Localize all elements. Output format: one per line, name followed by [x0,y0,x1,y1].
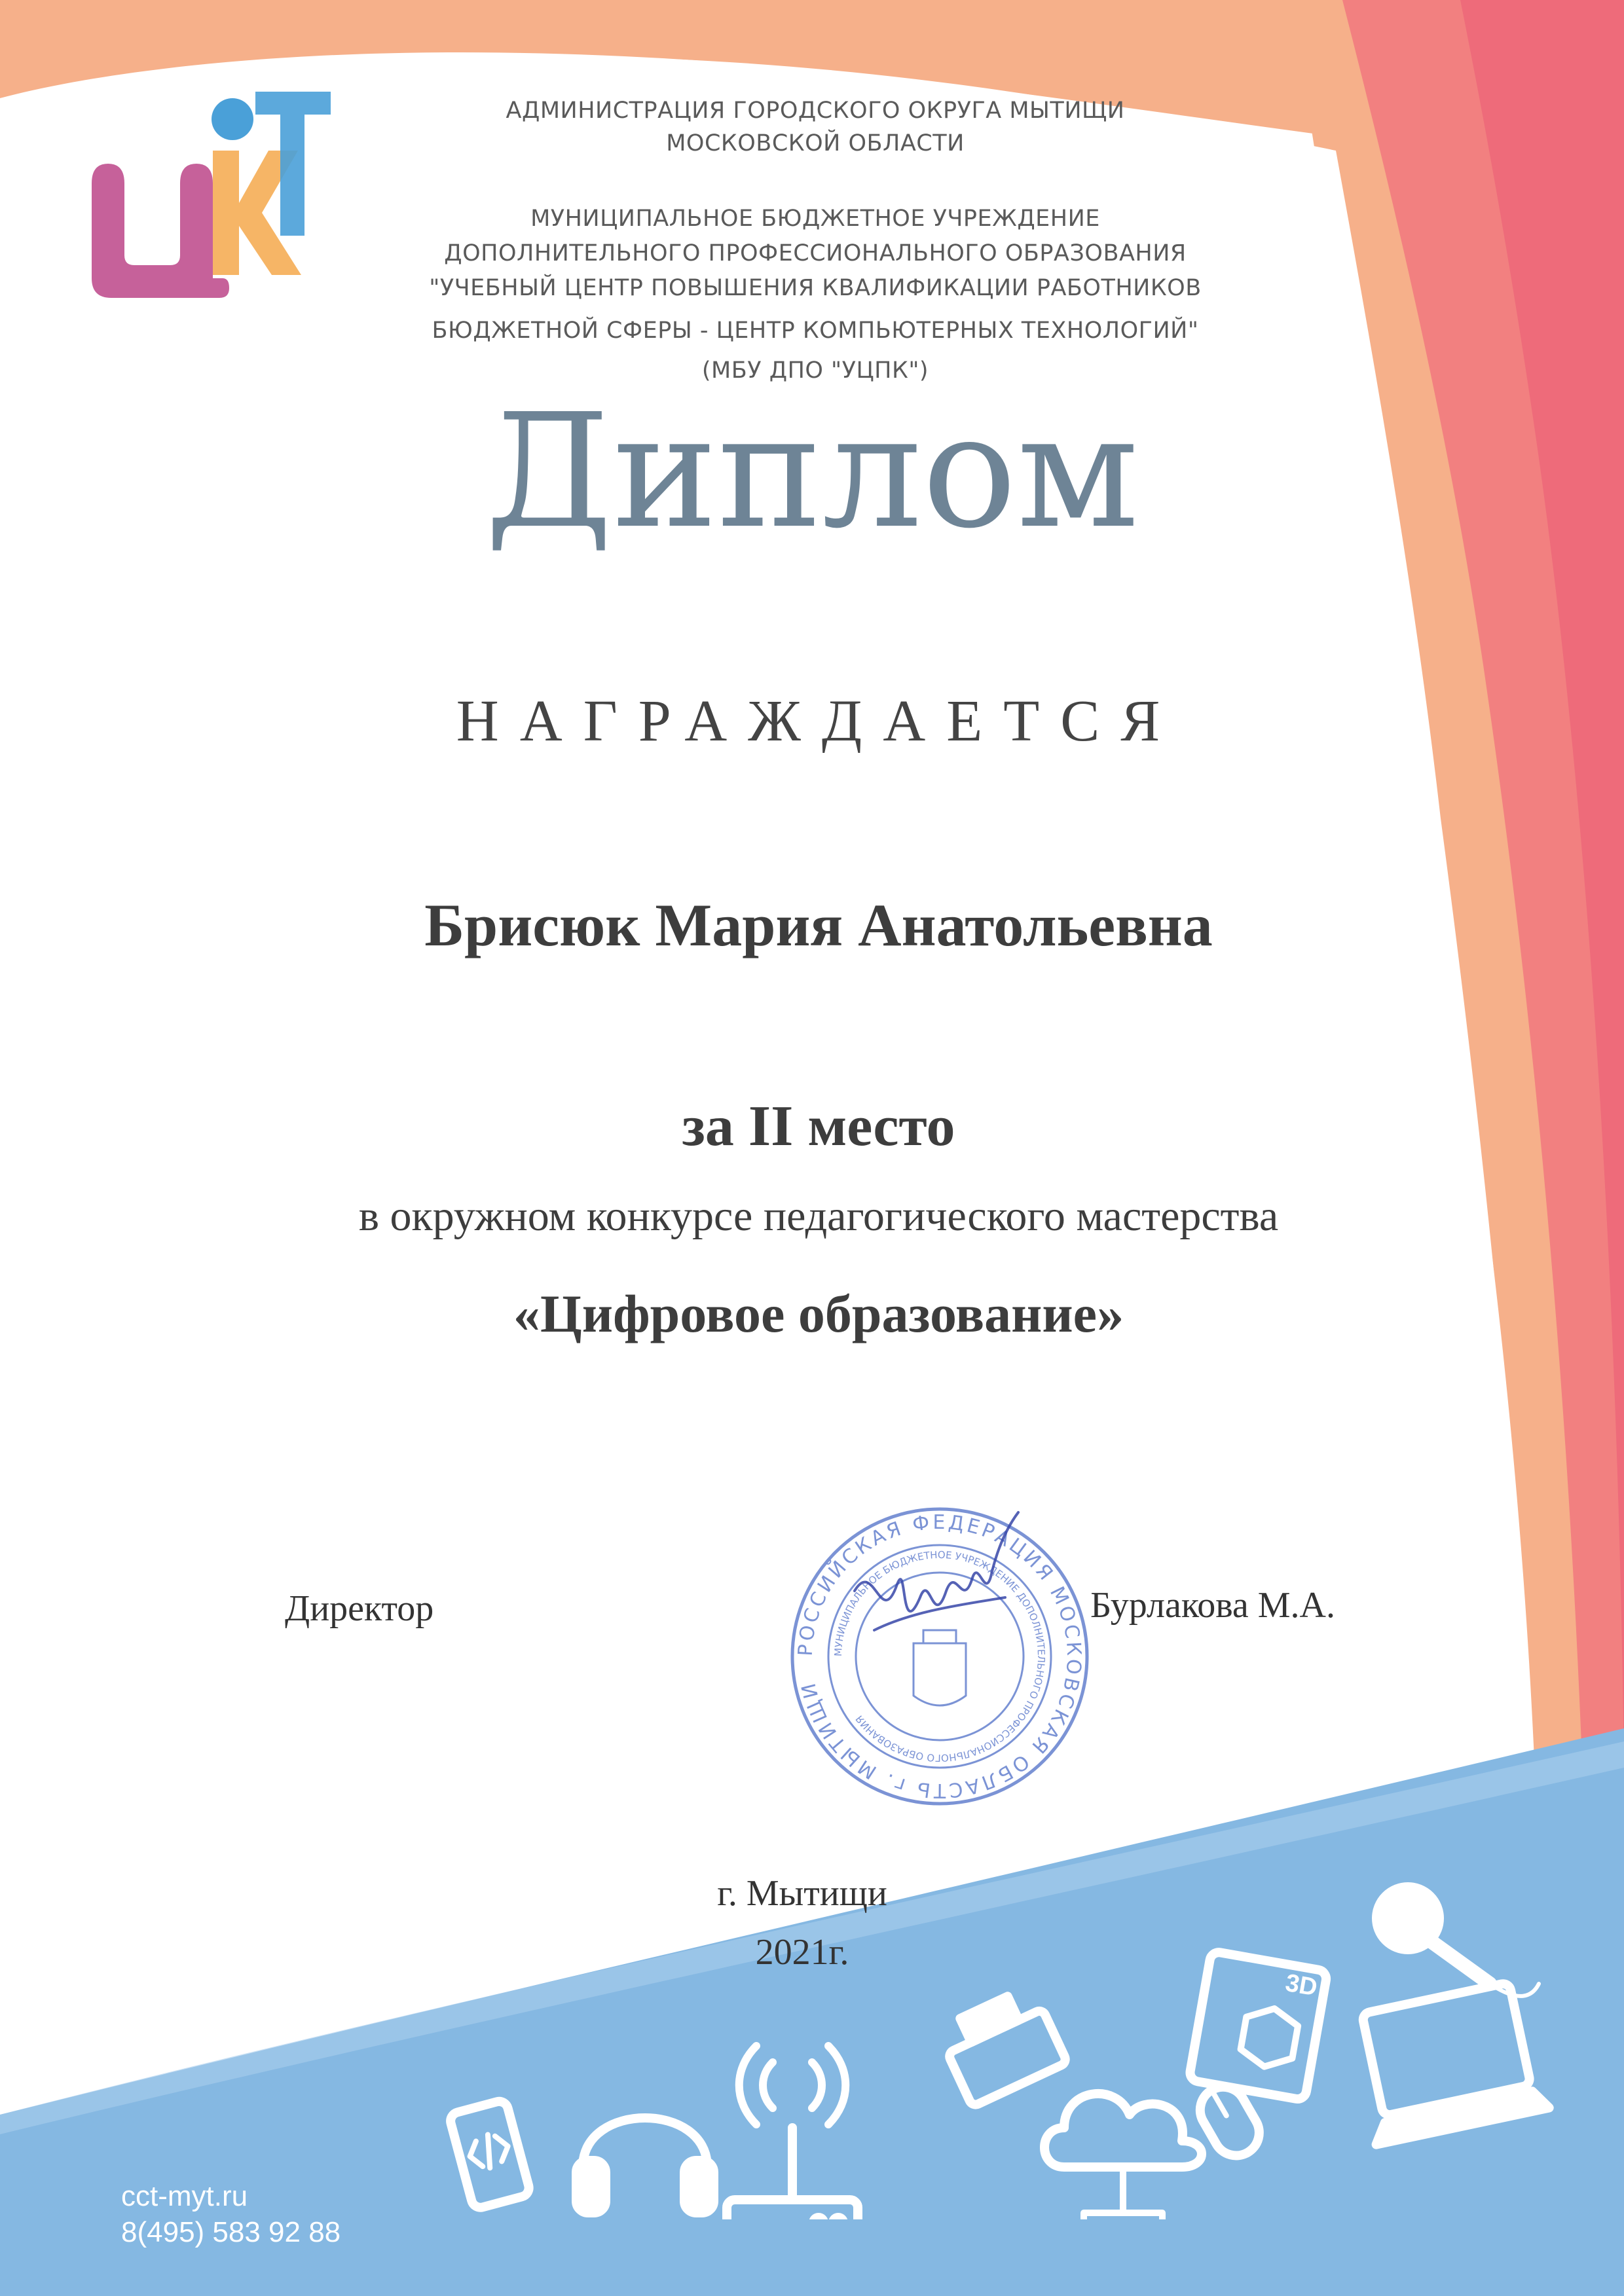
microphone-icon [1376,1887,1539,1996]
stamp-emblem [913,1630,966,1705]
institution-line-1: МУНИЦИПАЛЬНОЕ БЮДЖЕТНОЕ УЧРЕЖДЕНИЕ [530,206,1100,232]
stamp-inner-text: МУНИЦИПАЛЬНОЕ БЮДЖЕТНОЕ УЧРЕЖДЕНИЕ ДОПОЛНИТЕЛЬНОГО ПРОФЕССИОНАЛЬНОГО ОБРАЗОВАНИЯ [832,1548,1048,1764]
institution-line-4: БЮДЖЕТНОЙ СФЕРЫ - ЦЕНТР КОМПЬЮТЕРНЫХ ТЕХНОЛОГИЙ" [432,318,1199,344]
laptop-icon [1349,1980,1549,2145]
3d-printer-icon [1189,1951,1327,2100]
logo-figure-head [212,98,253,140]
contest-description: в окружном конкурсе педагогического мастерства [358,1192,1279,1240]
diploma-title: Диплом [485,380,1139,563]
institution-line-2: ДОПОЛНИТЕЛЬНОГО ПРОФЕССИОНАЛЬНОГО ОБРАЗОВАНИЯ [444,240,1187,266]
cloud-network-icon [1044,2094,1202,2219]
contest-name: «Цифровое образование» [513,1284,1124,1343]
institution-short-name: (МБУ ДПО "УЦПК") [701,357,929,384]
footer-phone: 8(495) 583 92 88 [121,2216,341,2248]
signer-position: Директор [285,1588,434,1629]
router-icon [727,2046,858,2219]
year: 2021г. [755,1932,849,1973]
stamp-ring-text: РОССИЙСКАЯ ФЕДЕРАЦИЯ МОСКОВСКАЯ ОБЛАСТЬ г. МЫТИЩИ [794,1510,1086,1802]
headphones-icon [576,2118,714,2213]
footer-website: cct-myt.ru [121,2180,248,2212]
tech-icons [432,1853,1559,2219]
awarded-label: НАГРАЖДАЕТСЯ [456,689,1181,754]
svg-text:3D: 3D [1283,1969,1320,2002]
smartphone-icon [449,2100,531,2210]
institution-line-3: "УЧЕБНЫЙ ЦЕНТР ПОВЫШЕНИЯ КВАЛИФИКАЦИИ РАБОТНИКОВ [429,275,1202,301]
city: г. Мытищи [717,1873,887,1914]
admin-header-line-1: АДМИНИСТРАЦИЯ ГОРОДСКОГО ОКРУГА МЫТИЩИ [506,98,1125,124]
award-place: за II место [682,1095,955,1158]
usb-drive-icon [936,1985,1067,2106]
official-stamp [783,1499,1097,1813]
recipient-name: Брисюк Мария Анатольевна [424,892,1213,958]
logo-letter-ts [92,164,229,298]
signer-name: Бурлакова М.А. [1090,1585,1335,1626]
admin-header-line-2: МОСКОВСКОЙ ОБЛАСТИ [666,130,965,156]
